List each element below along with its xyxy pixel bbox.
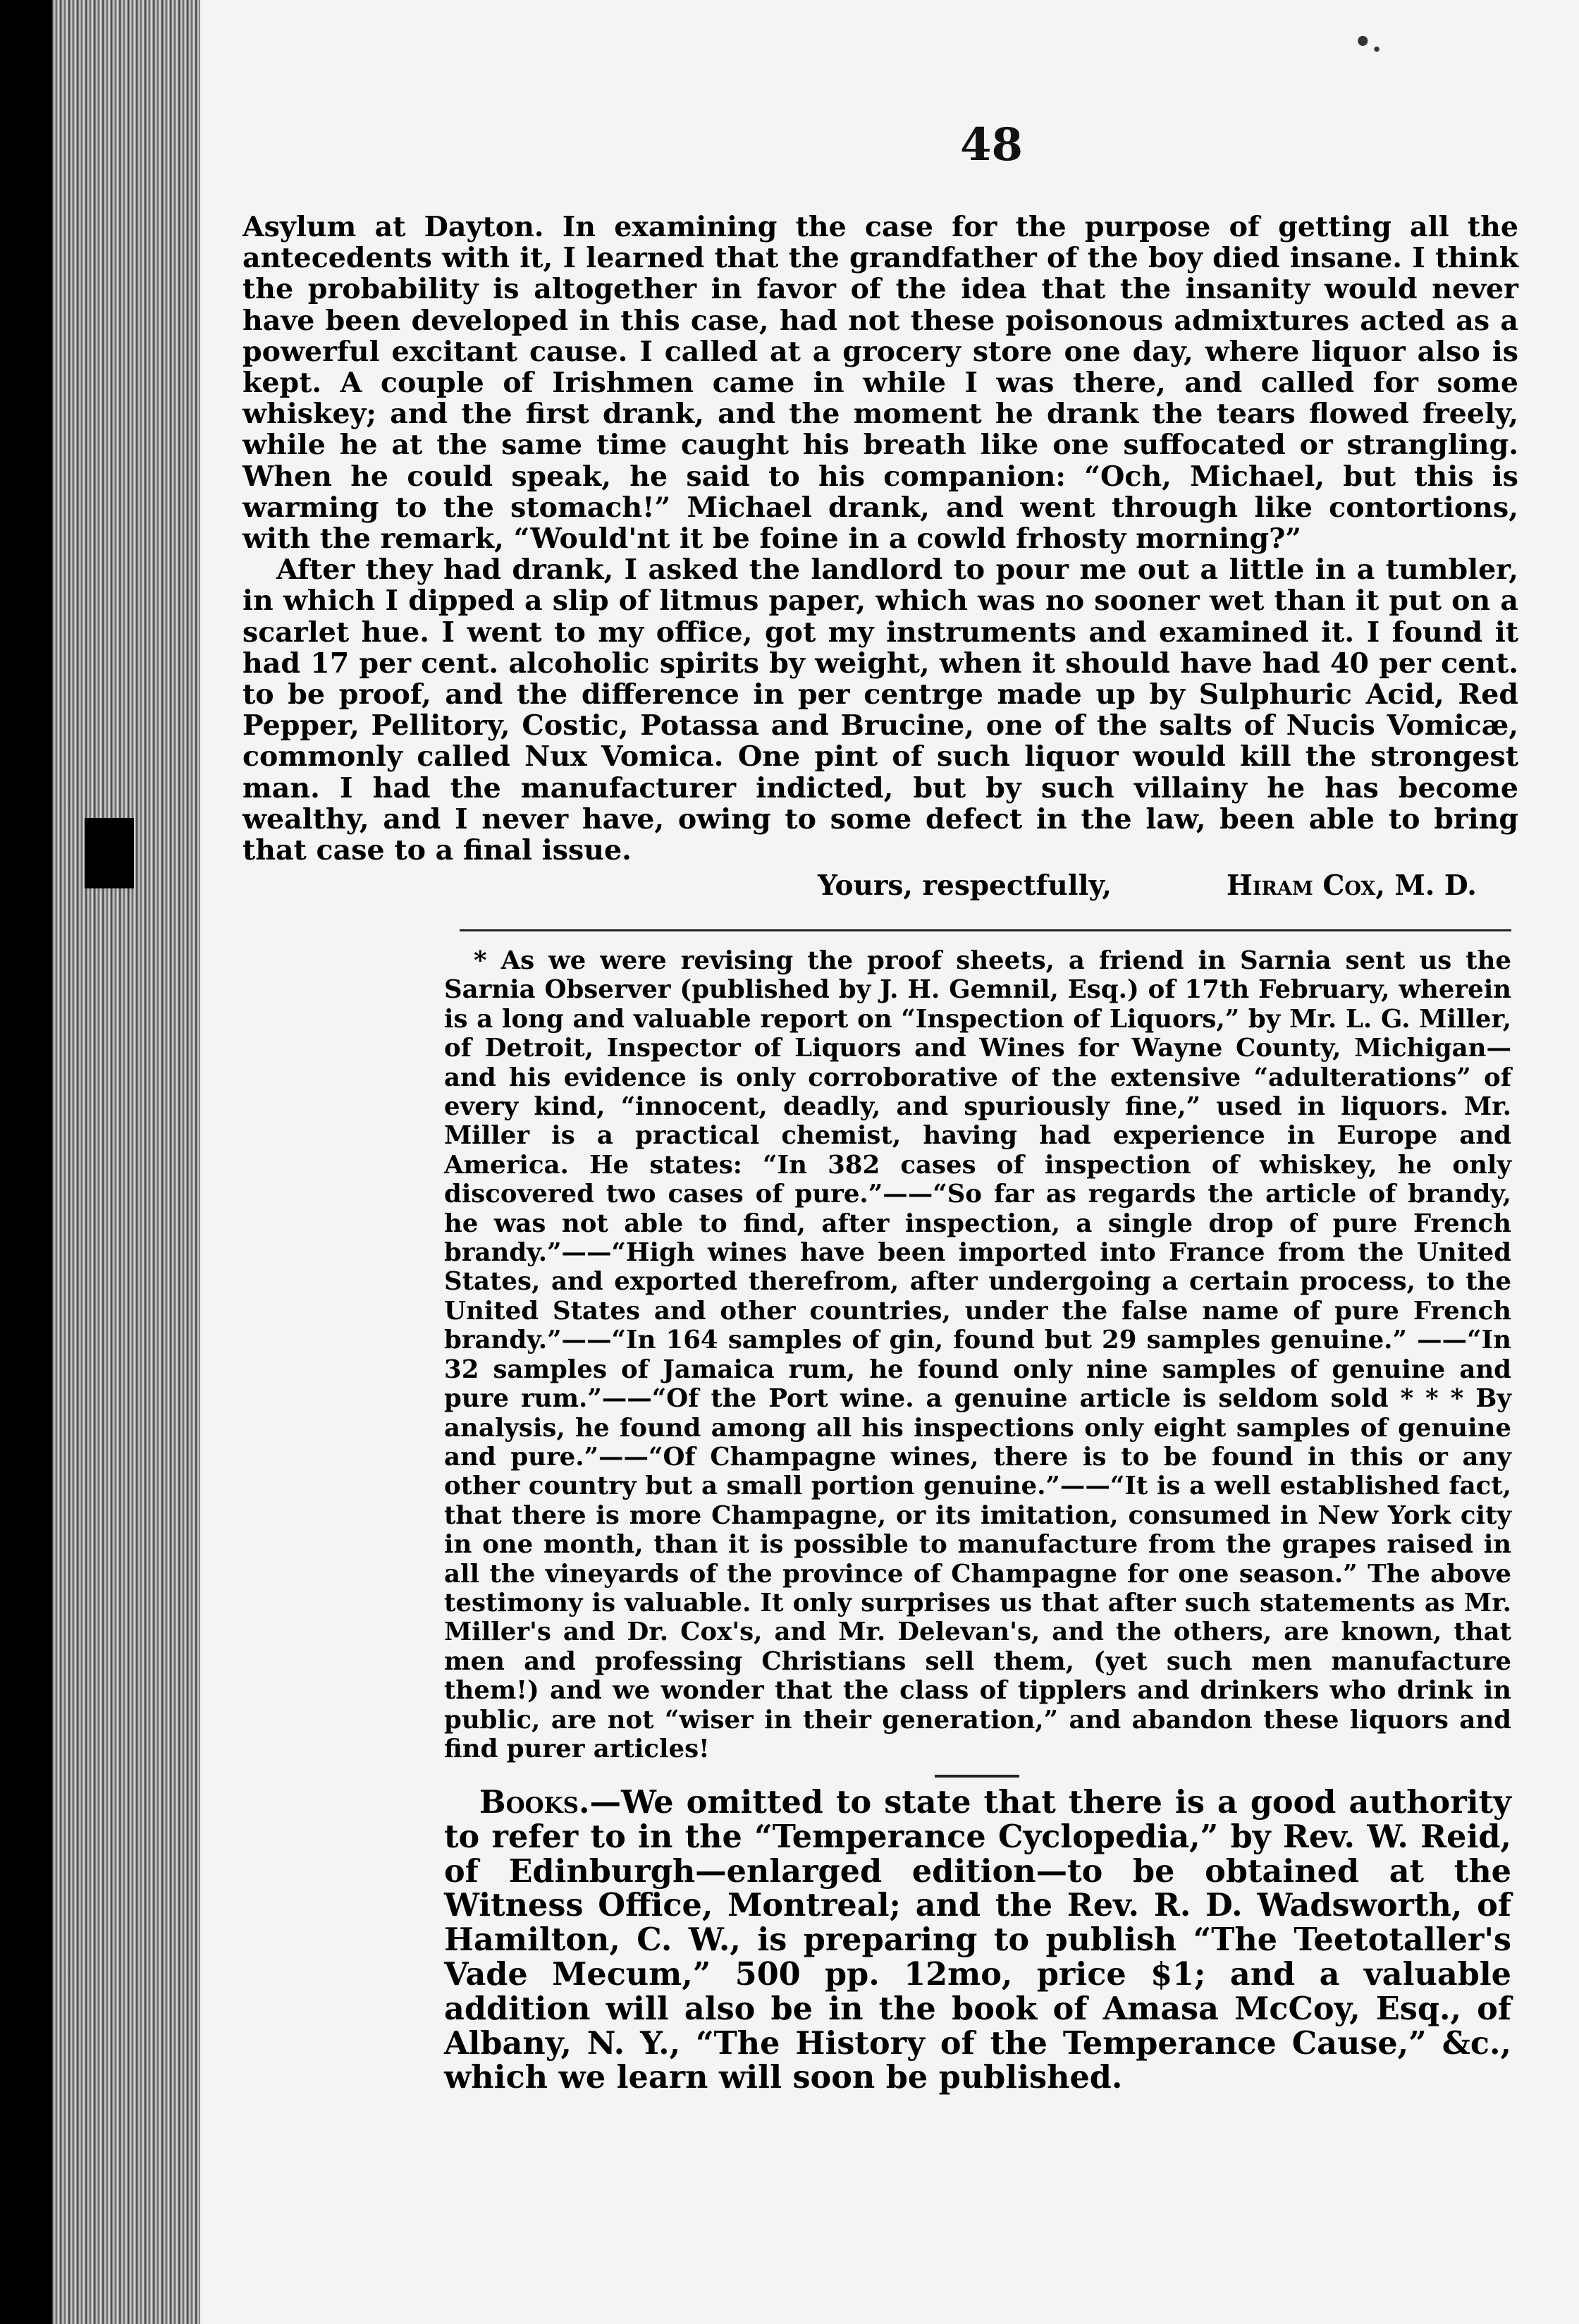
scan-border bbox=[0, 0, 52, 2324]
books-lead: Books. bbox=[479, 1784, 590, 1821]
footnote-text: * As we were revising the proof sheets, a friend in Sarnia sent us the Sarnia Observer (published by J. H. Gemnil, Esq.) of 17th February, wherein is a long and valuable report on “Inspection of Liquors,” by Mr. L. G. Miller, of Detroit, Inspector of Liquors and Wines for Wayne County, Michigan—and his evidence is only corroborative of the extensive “adulterations” of every kind, “innocent, deadly, and spuriously fine,” used in liquors. Mr. Miller is a practical chemist, having had experience in Europe and America. He states: “In 382 cases of inspection of whiskey, he only discovered two cases of pure.”——“So far as regards the article of brandy, he was not able to find, after inspection, a single drop of pure French brandy.”——“High wines have been imported into France from the United States, and exported therefrom, after undergoing a certain process, to the United States and other countries, under the false name of pure French brandy.”——“In 164 samples of gin, found but 29 samples genuine.” ——“In 32 samples of Jamaica rum, he found only nine samples of genuine and pure rum.”——“Of the Port wine. a genuine article is seldom sold * * * By analysis, he found among all his inspections only eight samples of genuine and pure.”——“Of Champagne wines, there is to be found in this or any other country but a small portion genuine.”——“It is a well established fact, that there is more Champagne, or its imitation, consumed in New York city in one month, than it is possible to manufacture from the grapes raised in all the vineyards of the province of Champagne for one season.” The above testimony is valuable. It only surprises us that after such statements as Mr. Miller's and Dr. Cox's, and Mr. Delevan's, and the others, are known, that men and professing Christians sell them, (yet such men manufacture them!) and we wonder that the class of tipplers and drinkers who drink in public, are not “wiser in their generation,” and abandon these liquors and find purer articles! bbox=[444, 946, 1511, 1763]
books-text: —We omitted to state that there is a good authority to refer to in the “Temperance Cyclopedia,” by Rev. W. Reid, of Edinburgh—enlarged edition—to be obtained at the Witness Office, Montreal; and the Rev. R. D. Wadsworth, of Hamilton, C. W., is preparing to publish “The Teetotaller's Vade Mecum,” 500 pp. 12mo, price $1; and a valuable addition will also be in the book of Amasa McCoy, Esq., of Albany, N. Y., “The History of the Temperance Cause,” &c., which we learn will soon be published. bbox=[444, 1784, 1511, 2096]
page-number: 48 bbox=[960, 118, 1024, 171]
letter-paragraph-1: Asylum at Dayton. In examining the case for the purpose of getting all the antecedents with it, I learned that the grandfather of the boy died insane. I think the probability is altogether in favor of the idea that the insanity would never have been developed in this case, had not these poisonous admixtures acted as a powerful excitant cause. I called at a grocery store one day, where liquor also is kept. A couple of Irishmen came in while I was there, and called for some whiskey; and the first drank, and the moment he drank the tears flowed freely, while he at the same time caught his breath like one suffocated or strangling. When he could speak, he said to his companion: “Och, Michael, but this is warming to the stomach!” Michael drank, and went through like contortions, with the remark, “Would'nt it be foine in a cowld frhosty morning?” bbox=[242, 211, 1518, 556]
letter-closing: Yours, respectfully, bbox=[818, 869, 1112, 902]
letter-signature: Hiram Cox, M. D. bbox=[1227, 869, 1477, 902]
letter-paragraph-2: After they had drank, I asked the landlord to pour me out a little in a tumbler, in which I dipped a slip of litmus paper, which was no sooner wet than it put on a scarlet hue. I went to my office, got my instruments and examined it. I found it had 17 per cent. alcoholic spirits by weight, when it should have had 40 per cent. to be proof, and the difference in per centrge made up by Sulphuric Acid, Red Pepper, Pellitory, Costic, Potassa and Brucine, one of the salts of Nucis Vomicæ, commonly called Nux Vomica. One pint of such liquor would kill the strongest man. I had the manufacturer indicted, but by such villainy he has become wealthy, and I never have, owing to some defect in the law, been able to bring that case to a final issue. bbox=[242, 554, 1518, 867]
books-notice bbox=[444, 1785, 1511, 2095]
letter-body bbox=[242, 212, 1518, 866]
section-divider bbox=[460, 929, 1511, 931]
footnote bbox=[444, 946, 1511, 1763]
edge-ink-mark bbox=[85, 818, 134, 888]
short-divider bbox=[935, 1775, 1019, 1778]
book-page-edges bbox=[52, 0, 200, 2324]
corner-mark: •. bbox=[1353, 25, 1382, 59]
